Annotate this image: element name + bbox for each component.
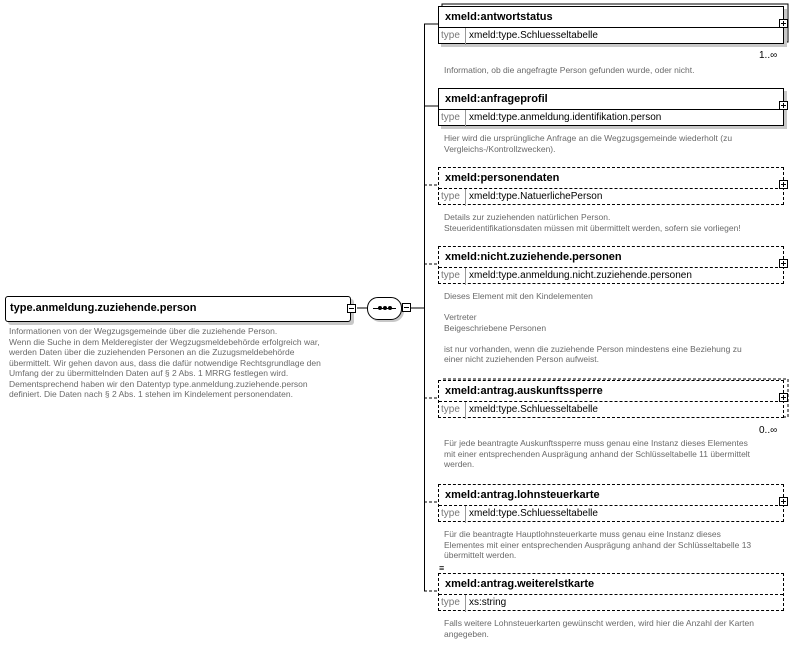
element-description: Für jede beantragte Auskunftssperre muss genau eine Instanz dieses Elementes mit einer entsprechenden Ausprägung anhand der Schlüsseltabelle 11 übermittelt werden. — [444, 438, 751, 469]
type-label: type — [439, 28, 466, 45]
collapse-icon[interactable] — [402, 303, 411, 312]
expand-icon[interactable] — [779, 393, 788, 402]
type-label: type — [439, 268, 466, 285]
element-description: Hier wird die ursprüngliche Anfrage an die Wegzugsgemeinde wiederholt (zu Vergleichs-/Kontrollzwecken). — [444, 133, 733, 154]
expand-icon[interactable] — [779, 180, 788, 189]
element-personendaten[interactable] — [438, 167, 784, 205]
element-description: Information, ob die angefragte Person gefunden wurde, oder nicht. — [444, 65, 695, 75]
expand-icon[interactable] — [779, 19, 788, 28]
type-value: xmeld:type.anmeldung.nicht.zuziehende.personen — [469, 270, 692, 281]
root-type-box[interactable] — [5, 296, 351, 322]
element-name: xmeld:antrag.weiterelstkarte — [445, 578, 595, 590]
element-name: xmeld:anfrageprofil — [445, 93, 548, 105]
root-description: Informationen von der Wegzugsgemeinde über die zuziehende Person. Wenn die Suche in dem Melderegister der Wegzugsmeldebehörde erfolgreich war, werden Daten über die zuziehenden Personen an die Zuzugsmeldebehörde übermittelt. Wir gehen davon aus, dass die dafür notwendige Rechtsgrundlage den Umfang der zu übermittelnden Daten auf § 2 Abs. 1 MRRG festlegen wird. Dementsprechend haben wir den Datentyp type.anmeldung.zuziehende.person definiert. Die Daten nach § 2 Abs. 1 stehen im Kindelement personendaten. — [9, 326, 321, 399]
element-name: xmeld:antrag.auskunftssperre — [445, 385, 603, 397]
element-antrag-weiterelstkarte[interactable] — [438, 573, 784, 611]
element-name: xmeld:antrag.lohnsteuerkarte — [445, 489, 600, 501]
simple-content-icon: ≡ — [439, 563, 445, 573]
expand-icon[interactable] — [779, 259, 788, 268]
element-name: xmeld:antwortstatus — [445, 11, 553, 23]
type-label: type — [439, 402, 466, 419]
type-label: type — [439, 506, 466, 523]
expand-icon[interactable] — [779, 497, 788, 506]
type-value: xmeld:type.Schluesseltabelle — [469, 508, 598, 519]
element-antrag-auskunftssperre[interactable] — [438, 380, 784, 418]
type-label: type — [439, 595, 466, 612]
type-label: type — [439, 110, 466, 127]
type-value: xmeld:type.Schluesseltabelle — [469, 30, 598, 41]
element-description: Falls weitere Lohnsteuerkarten gewünscht werden, wird hier die Anzahl der Karten angegeben. — [444, 618, 754, 639]
sequence-compositor[interactable] — [367, 297, 402, 320]
cardinality: 1..∞ — [759, 50, 778, 61]
root-type-name: type.anmeldung.zuziehende.person — [10, 302, 197, 314]
element-description: Für die beantragte Hauptlohnsteuerkarte muss genau eine Instanz dieses Elementes mit einer entsprechenden Ausprägung anhand der Schlüsseltabelle 13 übermittelt werden. — [444, 529, 752, 560]
element-antwortstatus[interactable] — [438, 6, 784, 44]
expand-icon[interactable] — [779, 101, 788, 110]
type-value: xmeld:type.NatuerlichePerson — [469, 191, 603, 202]
element-antrag-lohnsteuerkarte[interactable] — [438, 484, 784, 522]
element-anfrageprofil[interactable] — [438, 88, 784, 126]
element-description: Details zur zuziehenden natürlichen Person. Steueridentifikationsdaten müssen mit übermittelt werden, sofern sie vorliegen! — [444, 212, 741, 233]
type-label: type — [439, 189, 466, 206]
type-value: xmeld:type.Schluesseltabelle — [469, 404, 598, 415]
type-value: xs:string — [469, 597, 507, 608]
element-name: xmeld:nicht.zuziehende.personen — [445, 251, 622, 263]
element-name: xmeld:personendaten — [445, 172, 560, 184]
element-description: Dieses Element mit den Kindelementen Vertreter Beigeschriebene Personen ist nur vorhanden, wenn die zuziehende Person mindestens eine Beziehung zu einer nicht zuziehenden Person aufweist. — [444, 291, 742, 364]
cardinality: 0..∞ — [759, 425, 778, 436]
collapse-icon[interactable] — [347, 304, 356, 313]
type-value: xmeld:type.anmeldung.identifikation.person — [469, 112, 662, 123]
element-nicht-zuziehende-personen[interactable] — [438, 246, 784, 284]
